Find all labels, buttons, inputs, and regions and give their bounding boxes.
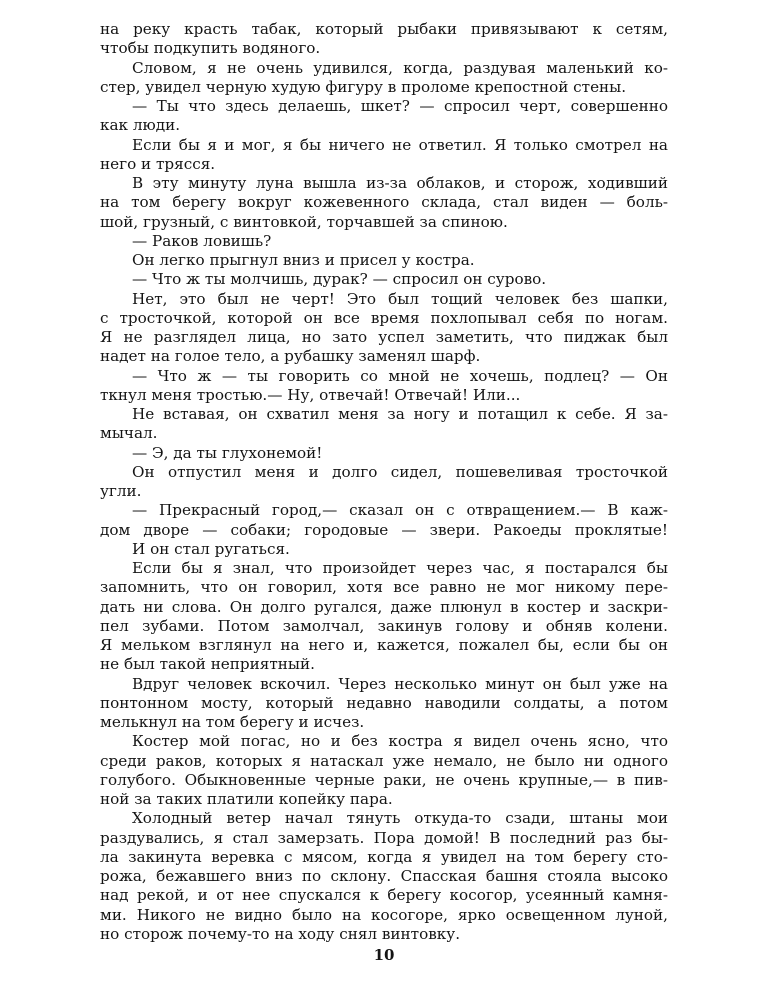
- text-line: него и трясся.: [100, 154, 216, 173]
- text-line: понтонном мосту, который недавно наводили солдаты, а потом: [100, 693, 668, 712]
- text-line: запомнить, что он говорил, хотя все равно не мог никому пере-: [100, 578, 668, 597]
- text-line: угли.: [100, 482, 142, 500]
- page-number: 10: [373, 946, 395, 964]
- text-line: чтобы подкупить водяного.: [100, 39, 321, 58]
- text-line: ла закинута веревка с мясом, когда я увидел на том берегу сто-: [100, 847, 668, 866]
- text-line: но сторож почему-то на ходу снял винтовку.: [100, 924, 461, 943]
- text-line: Не вставая, он схватил меня за ногу и потащил к себе. Я за-: [132, 405, 668, 423]
- text-line: — Прекрасный город,— сказал он с отвращением.— В каж-: [132, 501, 668, 520]
- text-line: — Э, да ты глухонемой!: [132, 443, 323, 462]
- text-line: Холодный ветер начал тянуть откуда-то сзади, штаны мои: [132, 809, 668, 828]
- text-line: Вдруг человек вскочил. Через несколько минут он был уже на: [132, 674, 668, 693]
- text-line: Он отпустил меня и долго сидел, пошевеливая тросточкой: [132, 462, 668, 481]
- text-line: Если бы я знал, что произойдет через час, я постарался бы: [132, 559, 668, 577]
- text-line: пел зубами. Потом замолчал, закинув голову и обняв колени.: [100, 616, 668, 635]
- text-line: И он стал ругаться.: [132, 539, 290, 558]
- text-line: над рекой, и от нее спускался к берегу косогор, усеянный камня-: [100, 886, 668, 905]
- text-line: рожа, бежавшего вниз по склону. Спасская башня стояла высоко: [100, 867, 668, 885]
- text-line: надет на голое тело, а рубашку заменял шарф.: [100, 347, 481, 366]
- text-line: — Что ж ты молчишь, дурак? — спросил он сурово.: [132, 270, 547, 289]
- text-line: шой, грузный, с винтовкой, торчавшей за спиною.: [100, 212, 508, 231]
- text-line: Я мельком взглянул на него и, кажется, пожалел бы, если бы он: [100, 636, 668, 654]
- book-page: [100, 20, 668, 964]
- text-line: голубого. Обыкновенные черные раки, не очень крупные,— в пив-: [100, 770, 668, 789]
- text-line: с тросточкой, которой он все время похлопывал себя по ногам.: [100, 308, 668, 327]
- text-line: — Что ж — ты говорить со мной не хочешь, подлец? — Он: [132, 366, 668, 385]
- text-line: — Раков ловишь?: [132, 231, 272, 250]
- text-line: раздувались, я стал замерзать. Пора домой! В последний раз бы-: [100, 828, 668, 847]
- text-line: Я не разглядел лица, но зато успел заметить, что пиджак был: [100, 328, 668, 346]
- text-line: на реку красть табак, который рыбаки привязывают к сетям,: [100, 20, 668, 38]
- text-line: среди раков, которых я натаскал уже немало, не было ни одного: [100, 751, 668, 770]
- text-line: Нет, это был не черт! Это был тощий человек без шапки,: [132, 289, 668, 308]
- text-line: Он легко прыгнул вниз и присел у костра.: [132, 251, 475, 269]
- text-line: мелькнул на том берегу и исчез.: [100, 713, 365, 731]
- text-line: ми. Никого не видно было на косогоре, ярко освещенном луной,: [100, 905, 668, 924]
- text-line: Словом, я не очень удивился, когда, раздувая маленький ко-: [132, 58, 668, 77]
- text-line: на том берегу вокруг кожевенного склада, стал виден — боль-: [100, 193, 668, 212]
- text-line: ткнул меня тростью.— Ну, отвечай! Отвечай! Или...: [100, 385, 521, 404]
- text-line: ной за таких платили копейку пара.: [100, 790, 393, 808]
- text-line: мычал.: [100, 424, 158, 443]
- text-line: — Ты что здесь делаешь, шкет? — спросил черт, совершенно: [132, 97, 668, 115]
- text-line: дом дворе — собаки; городовые — звери. Ракоеды проклятые!: [100, 520, 668, 539]
- text-body: [100, 20, 668, 944]
- text-line: В эту минуту луна вышла из-за облаков, и сторож, ходивший: [132, 174, 668, 192]
- text-line: дать ни слова. Он долго ругался, даже плюнул в костер и заскри-: [100, 597, 668, 616]
- text-line: стер, увидел черную худую фигуру в проломе крепостной стены.: [100, 77, 627, 96]
- text-line: Если бы я и мог, я бы ничего не ответил. Я только смотрел на: [132, 135, 668, 154]
- text-line: не был такой неприятный.: [100, 655, 315, 674]
- text-line: как люди.: [100, 116, 181, 135]
- text-line: Костер мой погас, но и без костра я видел очень ясно, что: [132, 732, 668, 751]
